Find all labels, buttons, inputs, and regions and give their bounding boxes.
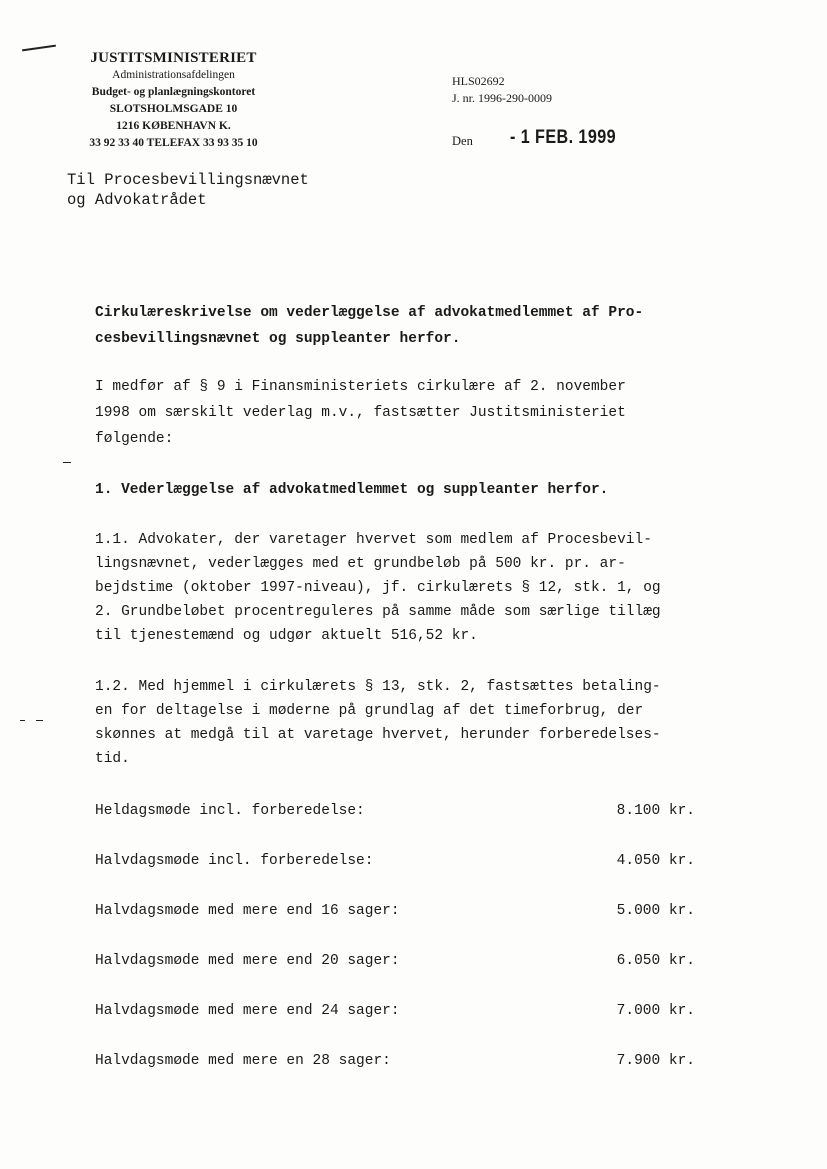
rate-label: Halvdagsmøde med mere end 16 sager:: [95, 903, 400, 919]
paragraph-line: 1.2. Med hjemmel i cirkulærets § 13, stk. 2, fastsættes betaling-: [95, 679, 661, 695]
recipient-line: Til Procesbevillingsnævnet: [67, 171, 309, 189]
subject-heading: [95, 300, 765, 352]
paragraph-1-2: [95, 675, 765, 771]
rate-amount: 4.050 kr.: [616, 853, 695, 869]
scan-mark: [20, 720, 25, 721]
paragraph-line: til tjenestemænd og udgør aktuelt 516,52 kr.: [95, 628, 478, 644]
journal-number: J. nr. 1996-290-0009: [452, 91, 552, 105]
organization-name: JUSTITSMINISTERIET: [90, 50, 257, 66]
rate-label: Heldagsmøde incl. forberedelse:: [95, 803, 365, 819]
intro-line: 1998 om særskilt vederlag m.v., fastsætter Justitsministeriet: [95, 405, 626, 421]
paragraph-line: bejdstime (oktober 1997-niveau), jf. cirkulærets § 12, stk. 1, og: [95, 580, 661, 596]
city-address: 1216 KØBENHAVN K.: [116, 120, 231, 132]
department-name: Administrationsafdelingen: [112, 69, 235, 81]
subject-line: cesbevillingsnævnet og suppleanter herfor.: [95, 331, 461, 347]
recipient-line: og Advokatrådet: [67, 191, 207, 209]
scan-mark: [63, 462, 71, 463]
reference-code: HLS02692: [452, 74, 505, 88]
rate-row: [95, 853, 695, 873]
scan-mark: [36, 720, 43, 721]
office-name: Budget- og planlægningskontoret: [91, 86, 256, 98]
intro-line: I medfør af § 9 i Finansministeriets cirkulære af 2. november: [95, 379, 626, 395]
rate-amount: 7.000 kr.: [616, 1003, 695, 1019]
section-heading: [95, 478, 765, 502]
rate-amount: 8.100 kr.: [616, 803, 695, 819]
rate-row: [95, 1053, 695, 1073]
rate-amount: 5.000 kr.: [616, 903, 695, 919]
rate-row: [95, 1003, 695, 1023]
rate-row: [95, 803, 695, 823]
recipient-block: [67, 170, 309, 210]
date-label: Den: [452, 134, 473, 148]
paragraph-1-1: [95, 528, 765, 648]
rate-amount: 7.900 kr.: [616, 1053, 695, 1069]
rate-label: Halvdagsmøde incl. forberedelse:: [95, 853, 374, 869]
intro-line: følgende:: [95, 431, 174, 447]
paragraph-line: 2. Grundbeløbet procentreguleres på samme måde som særlige tillæg: [95, 604, 661, 620]
rate-row: [95, 953, 695, 973]
subject-line: Cirkulæreskrivelse om vederlæggelse af advokatmedlemmet af Pro-: [95, 305, 644, 321]
rate-row: [95, 903, 695, 923]
date-stamp: - 1 FEB. 1999: [510, 127, 617, 148]
paragraph-line: en for deltagelse i møderne på grundlag af det timeforbrug, der: [95, 703, 644, 719]
rate-label: Halvdagsmøde med mere end 24 sager:: [95, 1003, 400, 1019]
paragraph-line: tid.: [95, 751, 130, 767]
intro-paragraph: [95, 374, 765, 452]
rate-amount: 6.050 kr.: [616, 953, 695, 969]
rate-label: Halvdagsmøde med mere end 20 sager:: [95, 953, 400, 969]
street-address: SLOTSHOLMSGADE 10: [109, 103, 238, 115]
paragraph-line: skønnes at medgå til at varetage hvervet, herunder forberedelses-: [95, 727, 661, 743]
rate-label: Halvdagsmøde med mere en 28 sager:: [95, 1053, 391, 1069]
scan-mark: [22, 45, 56, 52]
phone-fax: 33 92 33 40 TELEFAX 33 93 35 10: [89, 137, 258, 149]
section-heading-text: 1. Vederlæggelse af advokatmedlemmet og suppleanter herfor.: [95, 482, 609, 498]
letterhead: [66, 50, 281, 152]
paragraph-line: 1.1. Advokater, der varetager hvervet som medlem af Procesbevil-: [95, 532, 652, 548]
paragraph-line: lingsnævnet, vederlægges med et grundbeløb på 500 kr. pr. ar-: [95, 556, 626, 572]
